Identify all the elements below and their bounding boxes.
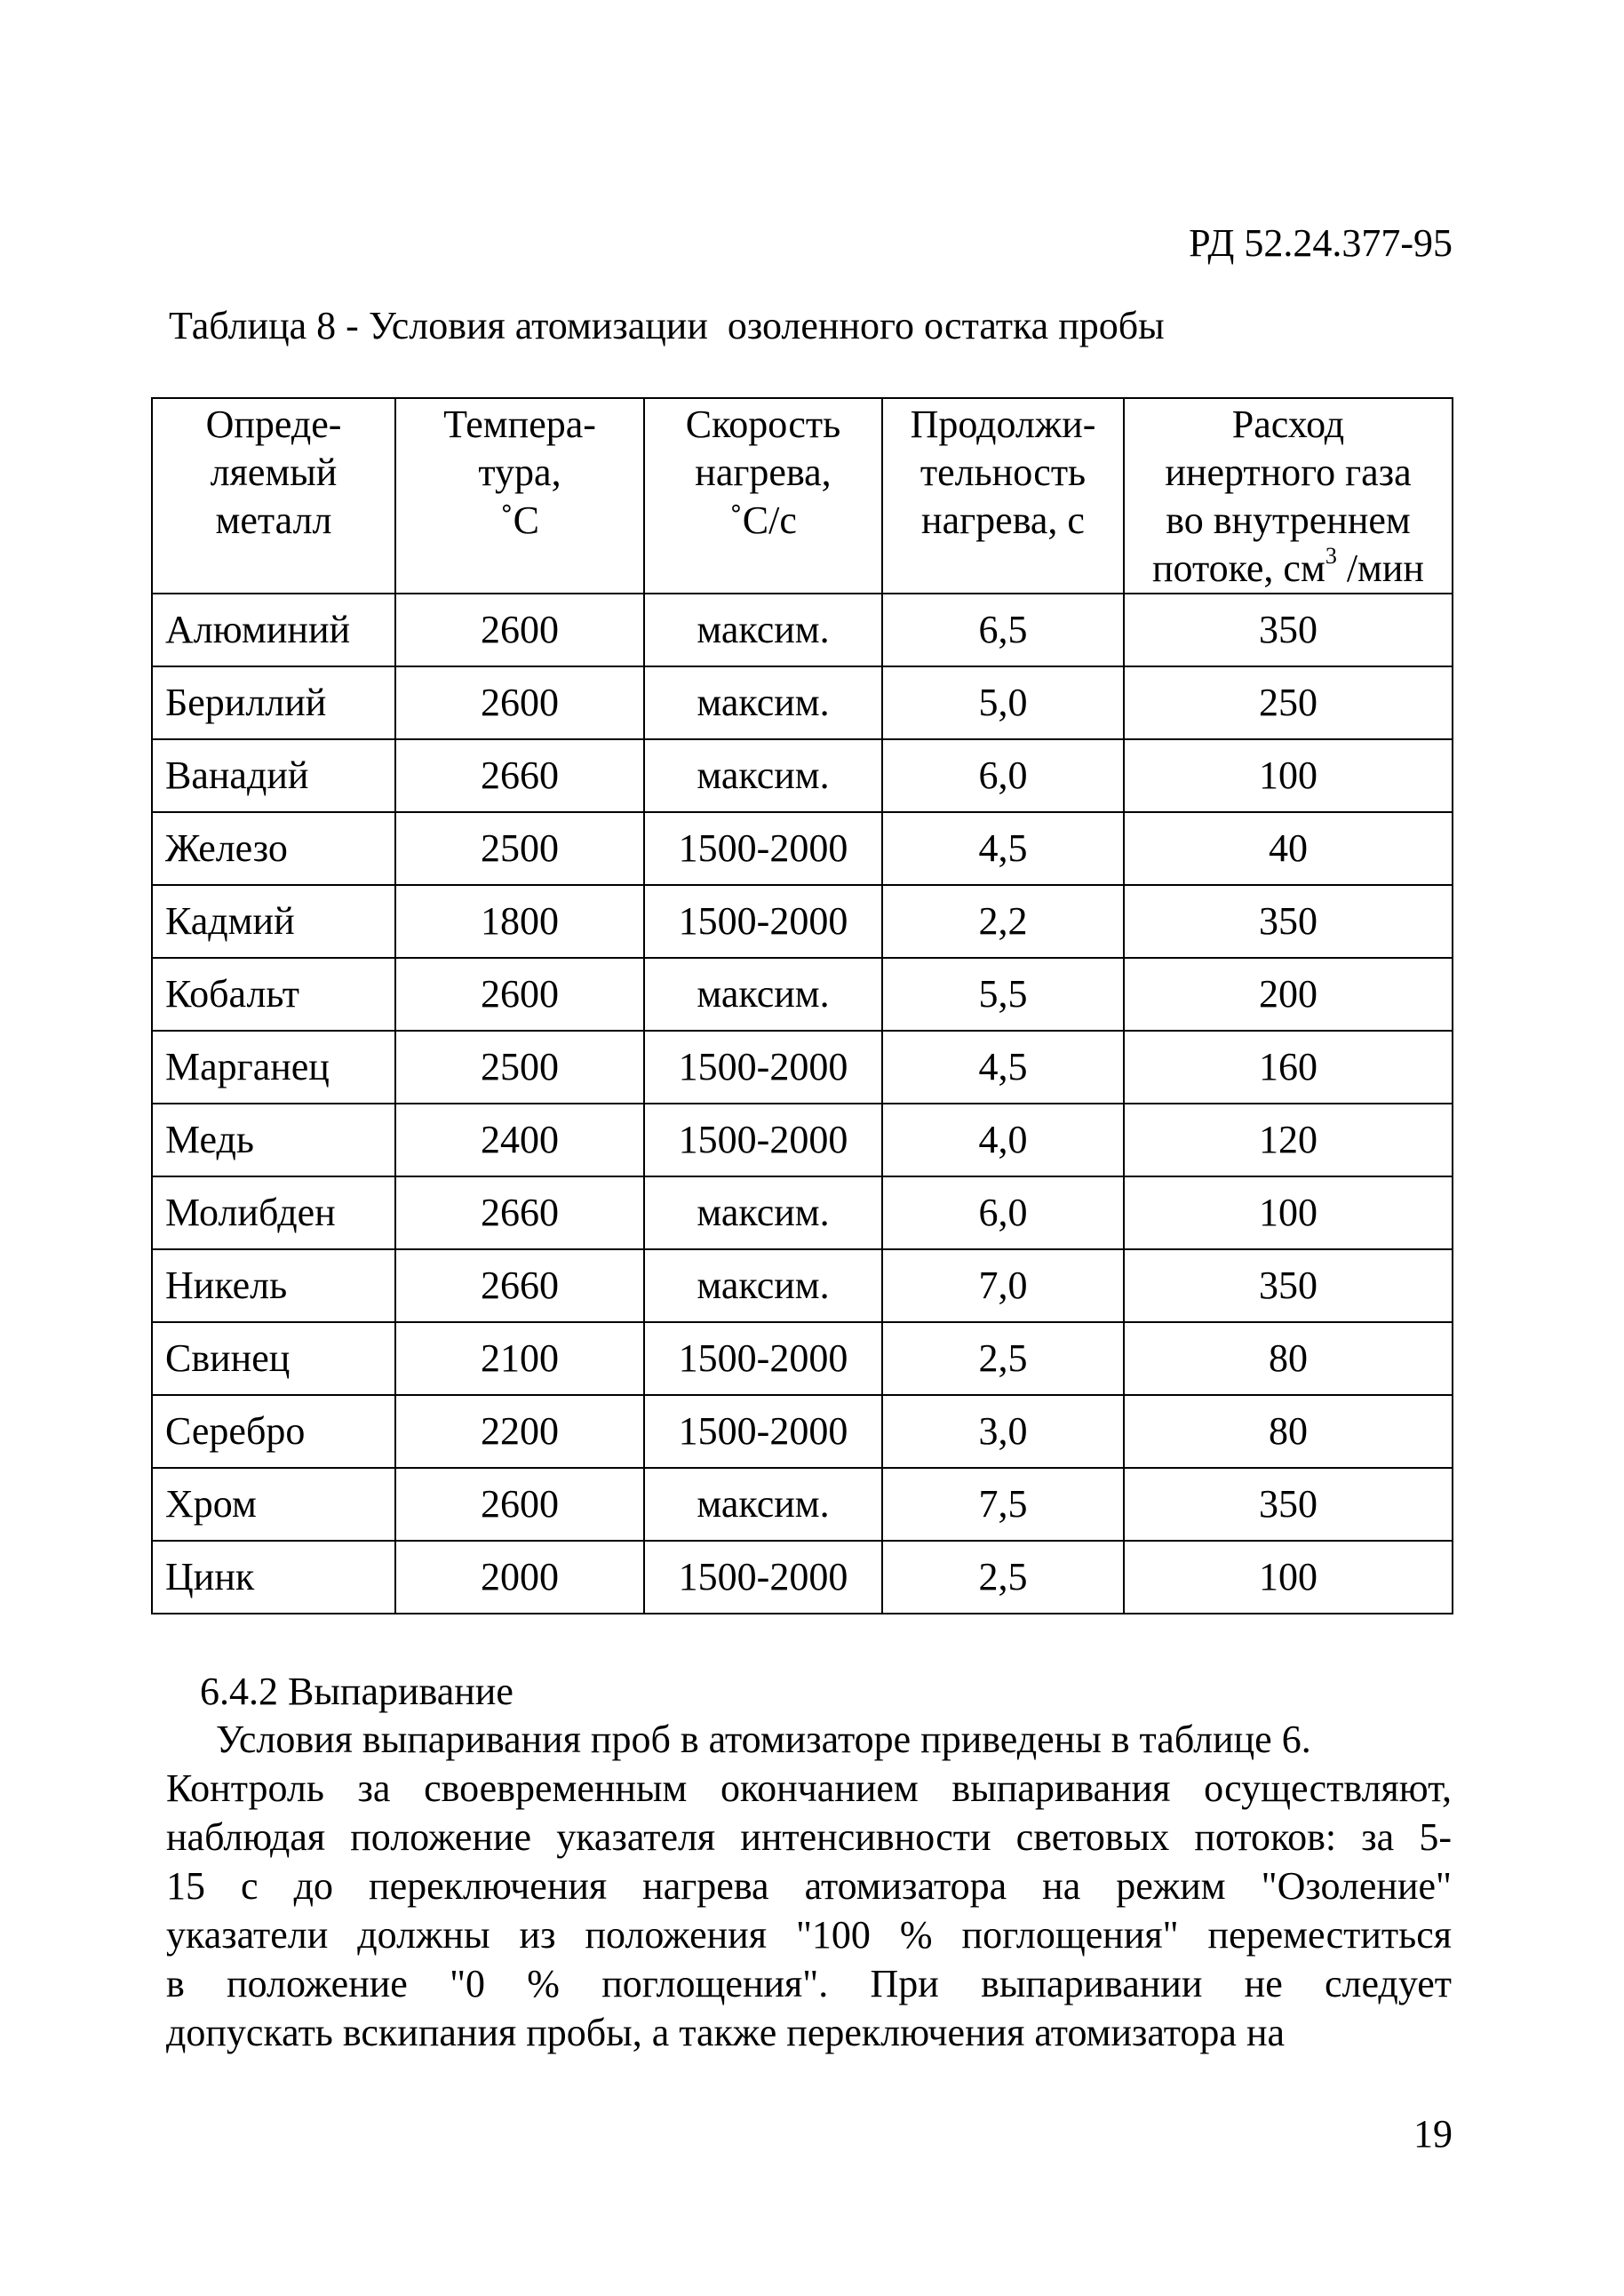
cell-heating-rate: 1500-2000 (644, 1322, 882, 1395)
header-rate-line: ˚С/с (729, 498, 797, 542)
cell-gas-flow: 100 (1124, 1176, 1453, 1249)
table-row (152, 885, 1453, 958)
page-number: 19 (1413, 2112, 1453, 2156)
cell-gas-flow: 250 (1124, 666, 1453, 739)
cell-heating-rate: максим. (644, 1249, 882, 1322)
cell-temperature: 2600 (395, 1468, 644, 1541)
cell-gas-flow: 120 (1124, 1104, 1453, 1176)
table-row (152, 812, 1453, 885)
table-row (152, 958, 1453, 1031)
header-gas-line: Расход (1231, 403, 1345, 446)
cell-metal: Молибден (152, 1176, 395, 1249)
header-gas-flow (1124, 398, 1453, 594)
cell-heating-duration: 5,5 (882, 958, 1124, 1031)
body-line: Условия выпаривания проб в атомизаторе приведены в таблице 6. (216, 1718, 1311, 1761)
header-duration-line: нагрева, с (921, 498, 1085, 542)
header-gas-unit: потоке, см (1152, 546, 1325, 590)
cell-heating-duration: 2,2 (882, 885, 1124, 958)
cell-temperature: 2660 (395, 1176, 644, 1249)
cell-gas-flow: 100 (1124, 1541, 1453, 1614)
table-row (152, 1541, 1453, 1614)
cell-metal: Марганец (152, 1031, 395, 1104)
table-header-row (152, 398, 1453, 594)
cell-gas-flow: 80 (1124, 1395, 1453, 1468)
cell-temperature: 2600 (395, 666, 644, 739)
body-line: 15 с до переключения нагрева атомизатора на режим "Озоление" (166, 1864, 1452, 1908)
cell-temperature: 2000 (395, 1541, 644, 1614)
cell-metal: Бериллий (152, 666, 395, 739)
cell-heating-duration: 6,0 (882, 1176, 1124, 1249)
cell-gas-flow: 100 (1124, 739, 1453, 812)
cell-temperature: 2600 (395, 594, 644, 666)
cell-temperature: 2200 (395, 1395, 644, 1468)
table-row (152, 1395, 1453, 1468)
cell-temperature: 2600 (395, 958, 644, 1031)
header-temperature (395, 398, 644, 594)
cell-heating-duration: 5,0 (882, 666, 1124, 739)
cell-heating-rate: максим. (644, 1176, 882, 1249)
cell-heating-rate: 1500-2000 (644, 1104, 882, 1176)
cell-temperature: 1800 (395, 885, 644, 958)
header-heating-rate (644, 398, 882, 594)
table-caption: Таблица 8 - Условия атомизации озоленного остатка пробы (169, 304, 1165, 347)
cell-heating-duration: 7,0 (882, 1249, 1124, 1322)
header-temperature-line: ˚С (500, 498, 539, 542)
cell-gas-flow: 200 (1124, 958, 1453, 1031)
cell-temperature: 2660 (395, 739, 644, 812)
header-metal-line: Опреде- (205, 403, 342, 446)
table-row (152, 1031, 1453, 1104)
cell-temperature: 2660 (395, 1249, 644, 1322)
cell-metal: Железо (152, 812, 395, 885)
cell-heating-rate: максим. (644, 1468, 882, 1541)
table-row (152, 594, 1453, 666)
cell-temperature: 2400 (395, 1104, 644, 1176)
cell-heating-rate: 1500-2000 (644, 1031, 882, 1104)
cell-heating-duration: 6,0 (882, 739, 1124, 812)
header-metal (152, 398, 395, 594)
header-duration-line: тельность (919, 450, 1087, 494)
cell-metal: Алюминий (152, 594, 395, 666)
header-heating-duration (882, 398, 1124, 594)
body-line: наблюдая положение указателя интенсивности световых потоков: за 5- (166, 1815, 1452, 1859)
cell-gas-flow: 350 (1124, 1468, 1453, 1541)
cell-metal: Кобальт (152, 958, 395, 1031)
cell-heating-duration: 2,5 (882, 1322, 1124, 1395)
cell-heating-rate: 1500-2000 (644, 885, 882, 958)
table-row (152, 1249, 1453, 1322)
header-rate-line: нагрева, (695, 450, 832, 494)
cell-gas-flow: 40 (1124, 812, 1453, 885)
table-row (152, 1322, 1453, 1395)
cell-temperature: 2500 (395, 812, 644, 885)
body-line: указатели должны из положения "100 % поглощения" переместиться (166, 1913, 1452, 1957)
header-gas-unit-exponent: 3 (1325, 543, 1337, 569)
atomization-table (151, 397, 1453, 1614)
header-gas-line (1125, 545, 1452, 593)
cell-metal: Ванадий (152, 739, 395, 812)
section-body (166, 1715, 1452, 2057)
cell-metal: Медь (152, 1104, 395, 1176)
header-metal-line: ляемый (210, 450, 338, 494)
cell-heating-rate: 1500-2000 (644, 812, 882, 885)
header-temperature-line: тура, (478, 450, 561, 494)
header-gas-line: инертного газа (1165, 450, 1412, 494)
cell-metal: Свинец (152, 1322, 395, 1395)
body-line: Контроль за своевременным окончанием выпаривания осуществляют, (166, 1766, 1452, 1810)
table-row (152, 1468, 1453, 1541)
cell-metal: Хром (152, 1468, 395, 1541)
body-line: в положение "0 % поглощения". При выпаривании не следует (166, 1962, 1452, 2005)
cell-heating-rate: максим. (644, 666, 882, 739)
cell-temperature: 2100 (395, 1322, 644, 1395)
cell-heating-rate: максим. (644, 594, 882, 666)
header-rate-line: Скорость (685, 403, 841, 446)
cell-gas-flow: 160 (1124, 1031, 1453, 1104)
cell-heating-duration: 4,0 (882, 1104, 1124, 1176)
cell-gas-flow: 350 (1124, 1249, 1453, 1322)
cell-heating-rate: максим. (644, 739, 882, 812)
body-line: допускать вскипания пробы, а также переключения атомизатора на (166, 2011, 1286, 2054)
header-duration-line: Продолжи- (910, 403, 1096, 446)
cell-metal: Кадмий (152, 885, 395, 958)
table-row (152, 666, 1453, 739)
cell-heating-duration: 3,0 (882, 1395, 1124, 1468)
cell-heating-duration: 2,5 (882, 1541, 1124, 1614)
header-gas-line: во внутреннем (1166, 498, 1411, 542)
cell-gas-flow: 350 (1124, 885, 1453, 958)
header-temperature-line: Темпера- (443, 403, 596, 446)
document-code: РД 52.24.377-95 (1189, 221, 1453, 265)
header-metal-line: металл (215, 498, 332, 542)
cell-heating-rate: 1500-2000 (644, 1395, 882, 1468)
cell-temperature: 2500 (395, 1031, 644, 1104)
cell-gas-flow: 350 (1124, 594, 1453, 666)
section-title: 6.4.2 Выпаривание (200, 1670, 513, 1713)
cell-heating-rate: 1500-2000 (644, 1541, 882, 1614)
cell-heating-duration: 4,5 (882, 1031, 1124, 1104)
table-row (152, 1176, 1453, 1249)
cell-gas-flow: 80 (1124, 1322, 1453, 1395)
cell-heating-rate: максим. (644, 958, 882, 1031)
table-row (152, 1104, 1453, 1176)
cell-metal: Серебро (152, 1395, 395, 1468)
cell-heating-duration: 6,5 (882, 594, 1124, 666)
cell-heating-duration: 7,5 (882, 1468, 1124, 1541)
cell-metal: Никель (152, 1249, 395, 1322)
cell-heating-duration: 4,5 (882, 812, 1124, 885)
header-gas-unit-rest: /мин (1336, 546, 1424, 590)
table-row (152, 739, 1453, 812)
cell-metal: Цинк (152, 1541, 395, 1614)
